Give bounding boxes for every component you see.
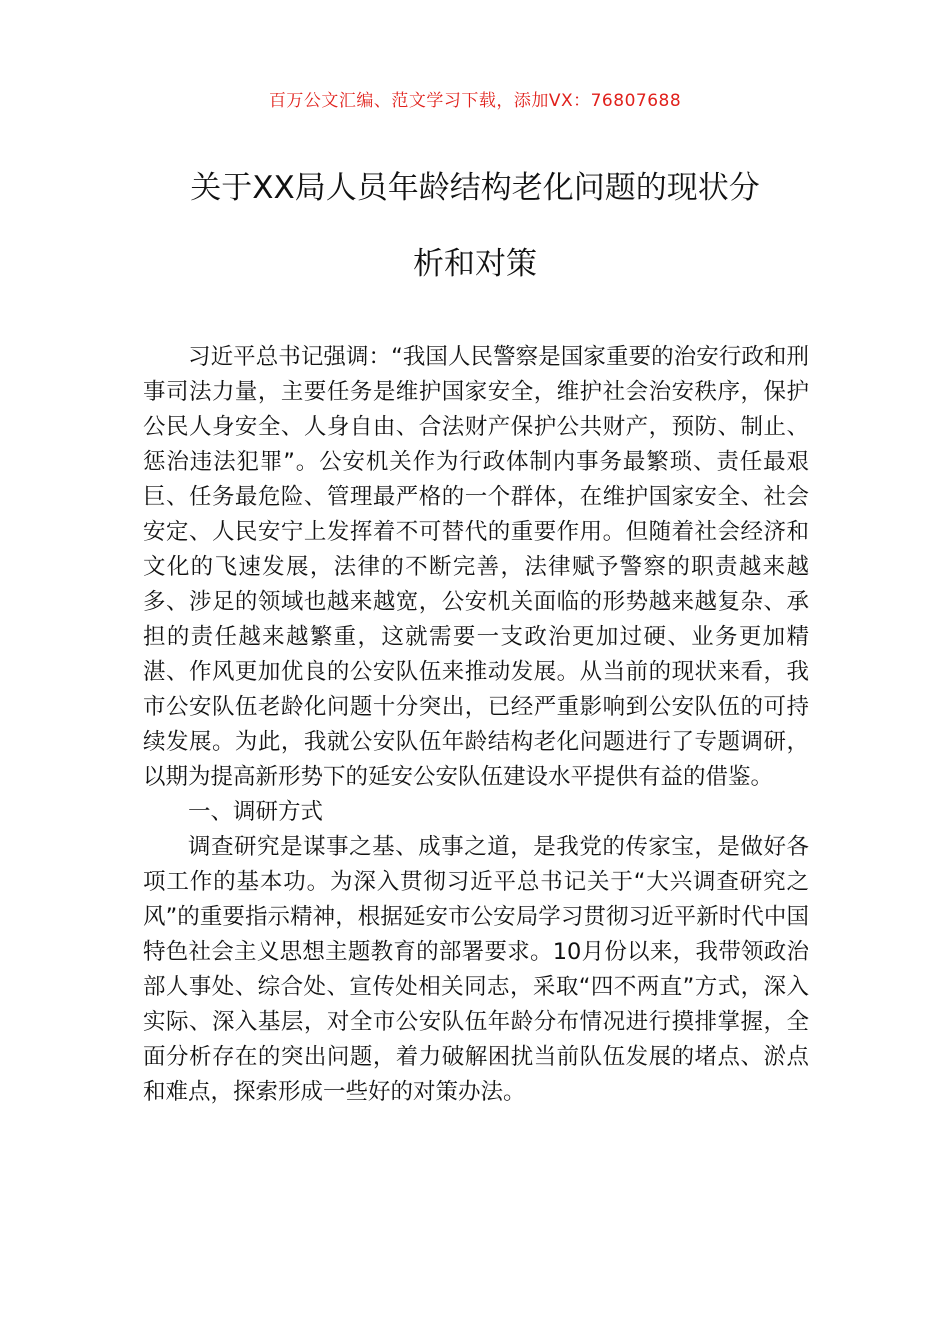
section-1-paragraph: 调查研究是谋事之基、成事之道，是我党的传家宝，是做好各项工作的基本功。为深入贯彻习近平总书记关于“大兴调查研究之风”的重要指示精神，根据延安市公安局学习贯彻习近平新时代中国特色社会主义思想主题教育的部署要求。10月份以来，我带领政治部人事处、综合处、宣传处相关同志，采取“四不两直”方式，深入实际、深入基层，对全市公安队伍年龄分布情况进行摸排掌握，全面分析存在的突出问题，着力破解困扰当前队伍发展的堵点、淤点和难点，探索形成一些好的对策办法。 [143,834,809,1105]
document-body [143,340,809,1110]
document-title-line-2: 析和对策 [413,246,537,282]
document-title [110,150,840,302]
watermark-header-note: 百万公文汇编、范文学习下载，添加VX：76807688 [268,91,682,111]
section-1-heading: 一、调研方式 [188,799,324,825]
document-title-line-1: 关于XX局人员年龄结构老化问题的现状分 [190,170,760,206]
intro-paragraph: 习近平总书记强调：“我国人民警察是国家重要的治安行政和刑事司法力量，主要任务是维护国家安全，维护社会治安秩序，保护公民人身安全、人身自由、合法财产保护公共财产，预防、制止、惩治违法犯罪”。公安机关作为行政体制内事务最繁琐、责任最艰巨、任务最危险、管理最严格的一个群体，在维护国家安全、社会安定、人民安宁上发挥着不可替代的重要作用。但随着社会经济和文化的飞速发展，法律的不断完善，法律赋予警察的职责越来越多、涉足的领域也越来越宽，公安机关面临的形势越来越复杂、承担的责任越来越繁重，这就需要一支政治更加过硬、业务更加精湛、作风更加优良的公安队伍来推动发展。从当前的现状来看，我市公安队伍老龄化问题十分突出，已经严重影响到公安队伍的可持续发展。为此，我就公安队伍年龄结构老化问题进行了专题调研，以期为提高新形势下的延安公安队伍建设水平提供有益的借鉴。 [143,344,809,790]
